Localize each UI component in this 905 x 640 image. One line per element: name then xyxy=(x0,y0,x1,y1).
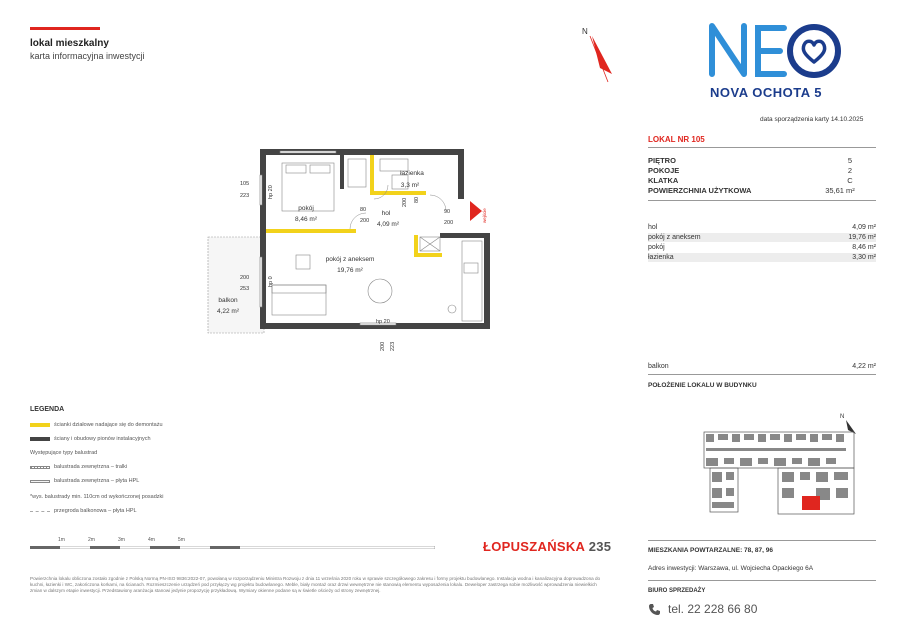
building-plan xyxy=(660,408,880,528)
brand-name: NOVA OCHOTA 5 xyxy=(710,85,822,100)
dim-door-height-3: 200 xyxy=(444,220,454,226)
street-logo: ŁOPUSZAŃSKA 235 xyxy=(483,539,612,554)
info-floor: PIĘTRO 5 xyxy=(648,156,853,165)
divider xyxy=(648,147,876,148)
dim-door-width-2: 80 xyxy=(414,196,420,203)
room-area-balkon: 4,22 m² xyxy=(216,308,240,315)
dim-window-width-1: 105 xyxy=(240,181,250,187)
scale-label: 5m xyxy=(178,537,185,543)
legend-item-dark: ściany i obudowy pionów instalacyjnych xyxy=(30,436,151,442)
dim-window-width-3: 200 xyxy=(380,341,386,351)
scale-bar xyxy=(30,546,435,549)
room-area-hol: 4,09 m² xyxy=(376,221,400,228)
repeat-units: MIESZKANIA POWTARZALNE: 78, 87, 96 xyxy=(648,547,773,554)
scale-label: 3m xyxy=(118,537,125,543)
room-area-pokoj: 8,46 m² xyxy=(294,216,318,223)
sales-phone[interactable]: tel. 22 228 66 80 xyxy=(648,602,757,616)
scale-label: 2m xyxy=(88,537,95,543)
dim-sill-3: hp 20 xyxy=(376,319,390,325)
room-row-balkon: balkon 4,22 m² xyxy=(648,363,876,370)
floor-plan xyxy=(200,145,500,355)
disclaimer-text: Powierzchnia lokalu obliczona zostało zgodnie z Polską Normą PN-ISO 9836:2022-07, powołaną w rozporządzeniu Ministra Rozwoju z dnia 11 września 2020 roku w sprawie szczegółowego zakresu i formy projektu budowlanego. Instalacja wodna i kanalizacyjna doprowadzona do kuchni, łazienki i WC, zakończona korkami, na ścianach. Rozmieszczenie urządzeń pod przyłączy wg projektu budowlanego. Meble, biały montaż oraz drzwi wewnętrzne nie stanowią elementu wyposażenia lokalu. Deweloper zastrzega sobie możliwość wprowadzenia niewielkich zmian w dalszym etapie inwestycji. Przedstawiony aranżacja stanowi jedynie propozycję przykładową. Wymiary okienne podane są w świetle ościeży od strony zewnętrznej. xyxy=(30,576,601,593)
legend-item-hpl: balustrada zewnętrzna – płyta HPL xyxy=(30,478,139,484)
room-row-lazienka: łazienka 3,30 m² xyxy=(648,254,876,261)
info-rooms: POKOJE 2 xyxy=(648,166,853,175)
dim-window-height-2: 253 xyxy=(240,286,250,292)
legend-item-yellow: ścianki działowe nadające się do demontażu xyxy=(30,422,163,428)
sales-office-title: BIURO SPRZEDAŻY xyxy=(648,588,706,594)
entry-label: wejście xyxy=(482,208,487,223)
divider xyxy=(648,540,876,541)
card-date: data sporządzenia karty 14.10.2025 xyxy=(760,116,864,123)
room-label-aneks: pokój z aneksem xyxy=(325,256,375,263)
legend-swatch-balusters xyxy=(30,466,50,469)
room-row-aneks: pokój z aneksem 19,76 m² xyxy=(648,234,876,241)
dim-door-height-2: 200 xyxy=(402,197,408,207)
building-north-label: N xyxy=(840,414,845,420)
legend-item-railings: Występujące typy balustrad xyxy=(30,450,98,456)
unit-location-marker xyxy=(802,496,820,510)
page-subtitle: karta informacyjna inwestycji xyxy=(30,51,145,61)
room-area-lazienka: 3,3 m² xyxy=(400,182,420,189)
legend-title: LEGENDA xyxy=(30,406,65,413)
dim-window-height-1: 223 xyxy=(240,193,250,199)
investment-address: Adres inwestycji: Warszawa, ul. Wojciecha Opackiego 6A xyxy=(648,565,814,572)
room-label-pokoj: pokój xyxy=(298,205,314,212)
room-row-pokoj: pokój 8,46 m² xyxy=(648,244,876,251)
neo-logo xyxy=(706,20,846,82)
divider xyxy=(648,580,876,581)
dim-window-height-3: 223 xyxy=(390,341,396,351)
scale-label: 4m xyxy=(148,537,155,543)
divider xyxy=(648,374,876,375)
room-row-hol: hol 4,09 m² xyxy=(648,224,876,231)
dim-door-height-1: 200 xyxy=(360,218,370,224)
info-area: POWIERZCHNIA UŻYTKOWA 35,61 m² xyxy=(648,186,855,195)
header-accent-bar xyxy=(30,27,100,30)
legend-swatch-hpl xyxy=(30,480,50,483)
north-label: N xyxy=(582,27,588,36)
legend-note: *wys. balustrady min. 110cm od wykończonej posadzki xyxy=(30,494,164,500)
dim-door-width-1: 80 xyxy=(360,207,367,213)
dim-door-width-3: 90 xyxy=(444,209,451,215)
dim-window-width-2: 200 xyxy=(240,275,250,281)
legend-item-partition: przegroda balkonowa – płyta HPL xyxy=(30,508,137,514)
dim-sill-2: hp 0 xyxy=(268,276,274,287)
legend-swatch-partition xyxy=(30,511,50,512)
room-area-aneks: 19,76 m² xyxy=(337,267,363,274)
lokal-number: LOKAL NR 105 xyxy=(648,135,705,144)
legend-item-balusters: balustrada zewnętrzna – tralki xyxy=(30,464,127,470)
dim-sill-1: hp 20 xyxy=(268,185,274,199)
scale-label: 1m xyxy=(58,537,65,543)
room-label-balkon: balkon xyxy=(218,297,238,304)
legend-swatch-dark xyxy=(30,437,50,441)
north-arrow-icon xyxy=(578,22,618,84)
room-label-lazienka: łazienka xyxy=(400,170,424,177)
info-staircase: KLATKA C xyxy=(648,176,853,185)
legend-swatch-yellow xyxy=(30,423,50,427)
building-title: POŁOŻENIE LOKALU W BUDYNKU xyxy=(648,382,757,389)
phone-icon xyxy=(648,603,660,615)
room-label-hol: hol xyxy=(381,210,391,217)
page-title: lokal mieszkalny xyxy=(30,38,109,49)
divider xyxy=(648,200,876,201)
